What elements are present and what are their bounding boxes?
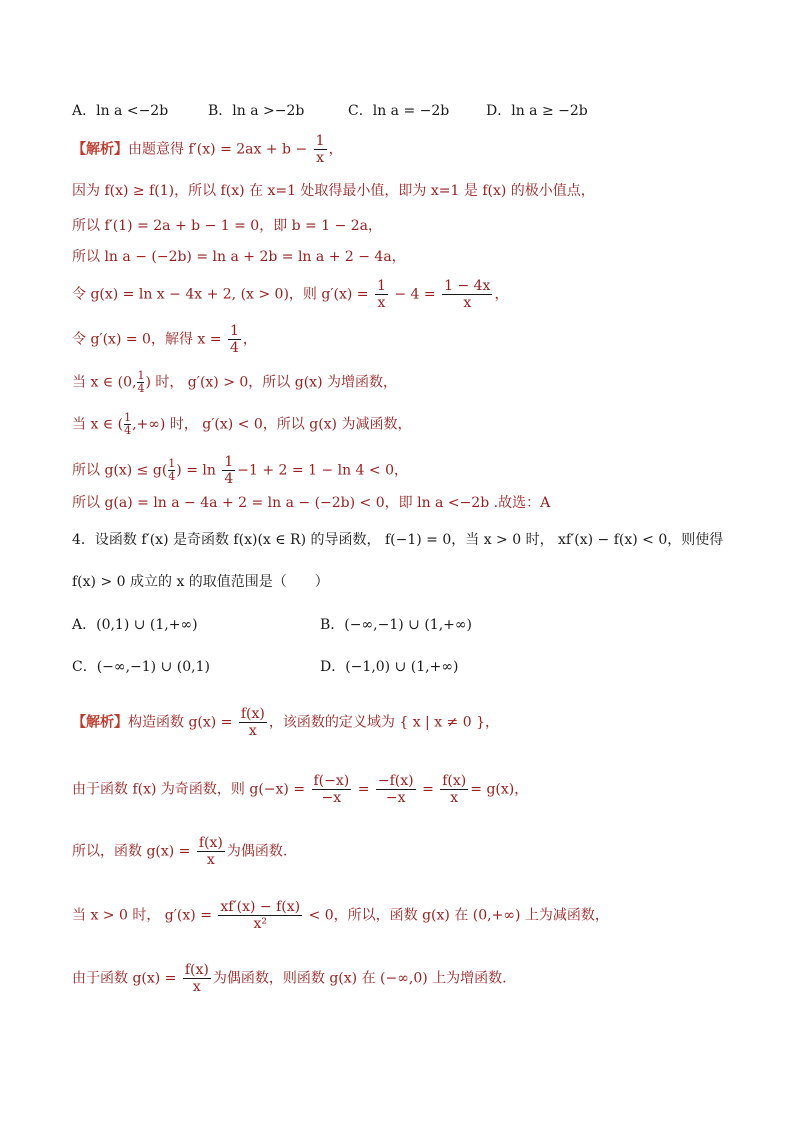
solution4-line3: 所以，函数 g(x) = $\frac{f(x)}{x}$ 为偶函数. <box>72 835 288 868</box>
q3-option-c: C．ln a = −2b <box>348 103 450 119</box>
q4-option-b: B．(−∞,−1) ∪ (1,+∞) <box>320 617 472 633</box>
solution3-line6: 令 g′(x) = 0，解得 x = $\frac{1}{4}$ ， <box>72 323 257 356</box>
q4-option-a: A．(0,1) ∪ (1,+∞) <box>72 617 198 633</box>
solution3-line1: 【解析】由题意得 f′(x) = 2ax + b − $\frac{1}{x}$ ， <box>72 133 343 166</box>
q3-option-a: A．ln a <−2b <box>72 103 169 119</box>
fraction: $\frac{1}{4}$ <box>224 454 234 487</box>
fraction: $\frac{1}{4}$ <box>168 457 176 483</box>
fraction: $\frac{f(x)}{x}$ <box>184 962 209 995</box>
fraction: $\frac{f(x)}{x}$ <box>442 773 467 806</box>
q3-option-b: B．ln a >−2b <box>208 103 305 119</box>
q3-option-d: D．ln a ≥ −2b <box>486 103 588 119</box>
q4-option-c: C．(−∞,−1) ∪ (0,1) <box>72 659 210 675</box>
q4-option-d: D．(−1,0) ∪ (1,+∞) <box>320 659 459 675</box>
fraction: $\frac{1}{x}$ <box>315 133 325 166</box>
fraction: $\frac{1}{4}$ <box>137 369 145 395</box>
fraction: $\frac{xf'(x) - f(x)}{\text{x²}}$ <box>220 899 301 932</box>
solution-tag: 【解析】 <box>72 714 128 731</box>
fraction: $\frac{f(x)}{x}$ <box>198 835 223 868</box>
solution3-line9: 所以 g(x) ≤ g( $\frac{1}{4}$ ) = ln $\frac{1}{4}$ −1 + 2 = 1 − ln 4 < 0， <box>72 454 408 487</box>
question4-line1: 4．设函数 f′(x) 是奇函数 f(x)(x ∈ R) 的导函数， f(−1) = 0，当 x > 0 时， xf′(x) − f(x) < 0，则使得 <box>72 532 724 548</box>
solution3-line5: 令 g(x) = ln x − 4x + 2, (x > 0)，则 g′(x) = $\frac{1}{x}$ − 4 = $\frac{1 - 4x}{x}$ ， <box>72 278 509 311</box>
solution-tag: 【解析】 <box>72 141 128 158</box>
fraction: $\frac{1}{x}$ <box>376 278 386 311</box>
question4-line2: f(x) > 0 成立的 x 的取值范围是（ ） <box>72 574 329 590</box>
solution3-line3: 所以 f′(1) = 2a + b − 1 = 0，即 b = 1 − 2a， <box>72 218 383 234</box>
solution4-line2: 由于函数 f(x) 为奇函数，则 g(−x) = $\frac{f(-x)}{-x}$ = $\frac{-f(x)}{-x}$ = $\frac{f(x)}{x}$ = g(x)， <box>72 773 529 806</box>
solution3-line7: 当 x ∈ (0, $\frac{1}{4}$ ) 时， g′(x) > 0，所以 g(x) 为增函数， <box>72 369 397 395</box>
fraction: $\frac{f(x)}{x}$ <box>240 706 265 739</box>
solution3-line4: 所以 ln a − (−2b) = ln a + 2b = ln a + 2 − 4a， <box>72 249 406 265</box>
solution4-line1: 【解析】构造函数 g(x) = $\frac{f(x)}{x}$ ，该函数的定义域为 { x | x ≠ 0 }， <box>72 706 500 739</box>
fraction: $\frac{1}{4}$ <box>124 411 132 437</box>
solution4-line4: 当 x > 0 时， g′(x) = $\frac{xf'(x) - f(x)}{\text{x²}}$ < 0，所以，函数 g(x) 在 (0,+∞) 上为减函数， <box>72 899 609 932</box>
solution3-line10: 所以 g(a) = ln a − 4a + 2 = ln a − (−2b) < 0，即 ln a <−2b .故选：A <box>72 495 551 511</box>
solution3-line2: 因为 f(x) ≥ f(1)，所以 f(x) 在 x=1 处取得最小值，即为 x=1 是 f(x) 的极小值点， <box>72 183 595 199</box>
solution3-line8: 当 x ∈ ( $\frac{1}{4}$ ,+∞) 时， g′(x) < 0，所以 g(x) 为减函数， <box>72 411 412 437</box>
fraction: $\frac{f(-x)}{-x}$ <box>313 773 350 806</box>
fraction: $\frac{1}{4}$ <box>229 323 239 356</box>
fraction: $\frac{-f(x)}{-x}$ <box>377 773 414 806</box>
solution4-line5: 由于函数 g(x) = $\frac{f(x)}{x}$ 为偶函数，则函数 g(x) 在 (−∞,0) 上为增函数. <box>72 962 507 995</box>
fraction: $\frac{1 - 4x}{x}$ <box>444 278 491 311</box>
